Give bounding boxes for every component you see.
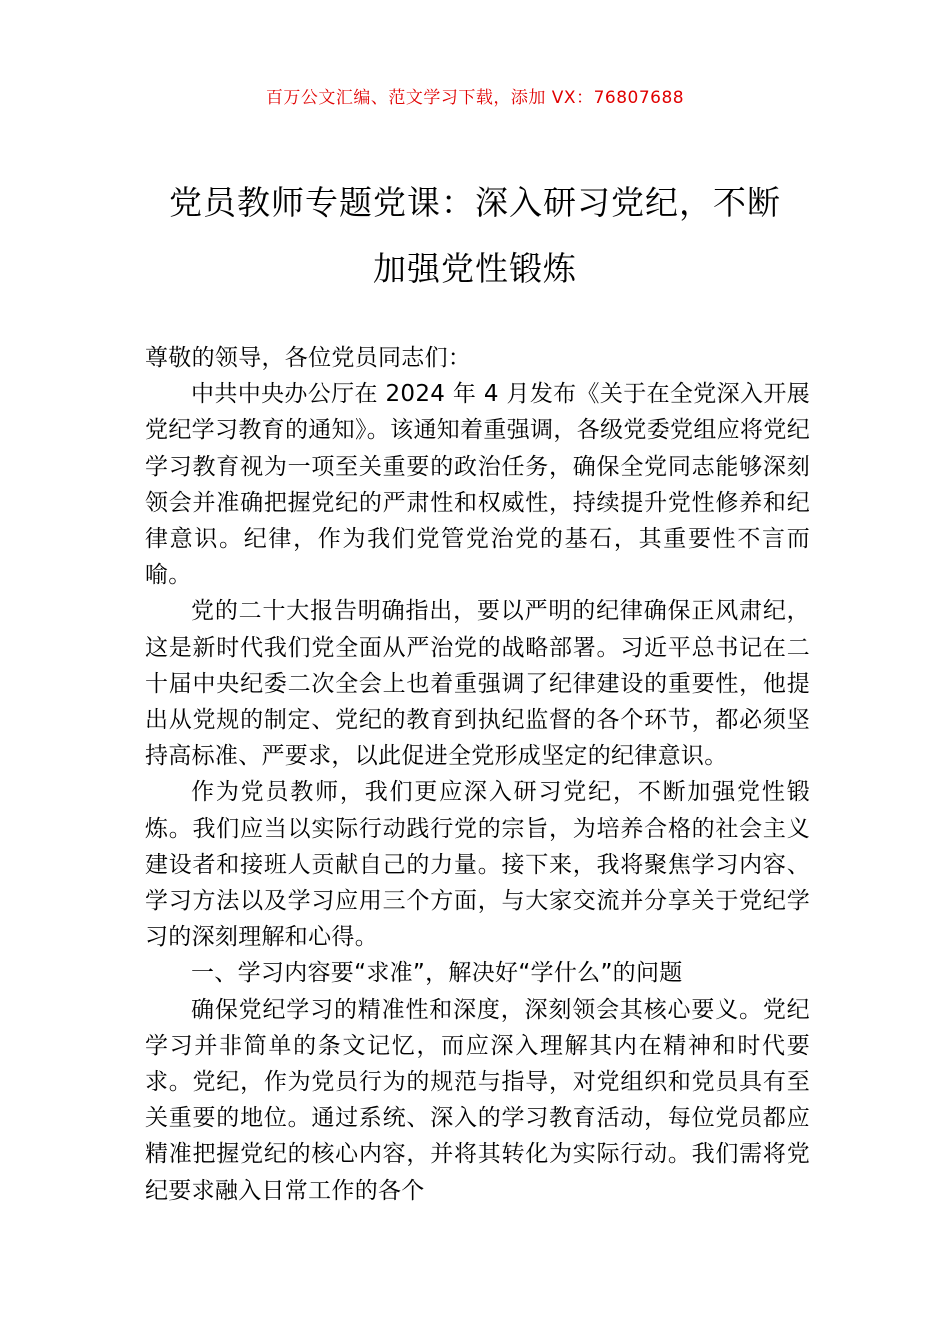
paragraph-2: 党的二十大报告明确指出，要以严明的纪律确保正风肃纪，这是新时代我们党全面从严治党的战略部署。习近平总书记在二十届中央纪委二次全会上也着重强调了纪律建设的重要性，他提出从党规的制定、党纪的教育到执纪监督的各个环节，都必须坚持高标准、严要求，以此促进全党形成坚定的纪律意识。 bbox=[145, 598, 810, 770]
salutation: 尊敬的领导，各位党员同志们： bbox=[145, 345, 472, 371]
paragraph-4: 确保党纪学习的精准性和深度，深刻领会其核心要义。党纪学习并非简单的条文记忆，而应深入理解其内在精神和时代要求。党纪，作为党员行为的规范与指导，对党组织和党员具有至关重要的地位。通过系统、深入的学习教育活动，每位党员都应精准把握党纪的核心内容，并将其转化为实际行动。我们需将党纪要求融入日常工作的各个 bbox=[145, 996, 810, 1204]
paragraph-3: 作为党员教师，我们更应深入研习党纪，不断加强党性锻炼。我们应当以实际行动践行党的宗旨，为培养合格的社会主义建设者和接班人贡献自己的力量。接下来，我将聚焦学习内容、学习方法以及学习应用三个方面，与大家交流并分享关于党纪学习的深刻理解和心得。 bbox=[145, 779, 810, 951]
document-title-line-2: 加强党性锻炼 bbox=[373, 249, 577, 288]
document-title-line-1: 党员教师专题党课：深入研习党纪，不断 bbox=[169, 183, 781, 222]
section-heading-1: 一、学习内容要“求准”，解决好“学什么”的问题 bbox=[191, 960, 683, 987]
header-note: 百万公文汇编、范文学习下载，添加 VX：76807688 bbox=[265, 88, 685, 108]
paragraph-1: 中共中央办公厅在 2024 年 4 月发布《关于在全党深入开展党纪学习教育的通知》。该通知着重强调，各级党委党组应将党纪学习教育视为一项至关重要的政治任务，确保全党同志能够深刻领会并准确把握党纪的严肃性和权威性，持续提升党性修养和纪律意识。纪律，作为我们党管党治党的基石，其重要性不言而喻。 bbox=[145, 381, 810, 589]
document-body bbox=[145, 340, 810, 1209]
